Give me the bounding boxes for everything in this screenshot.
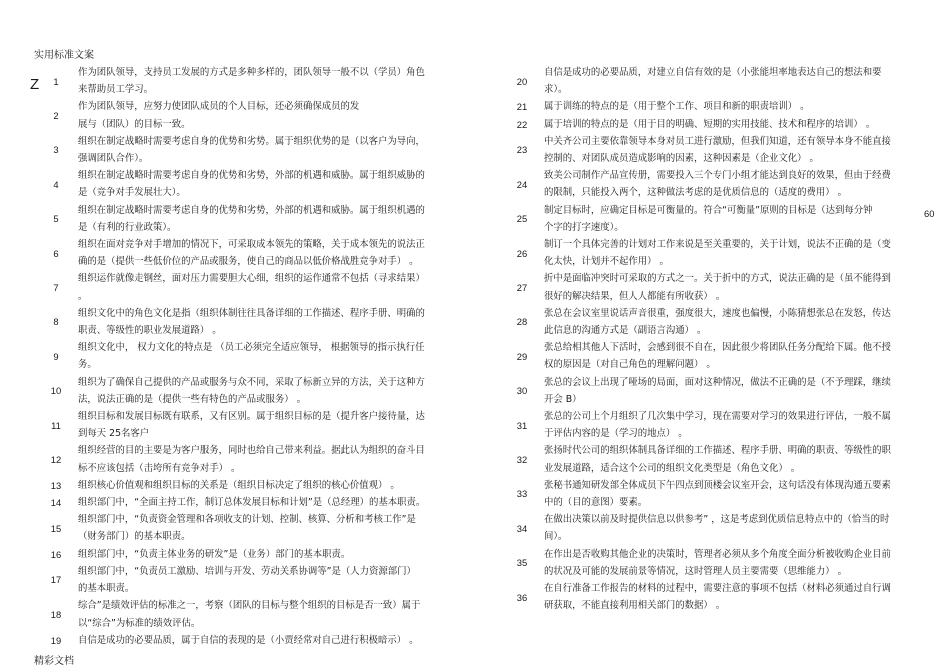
question-text: 在作出是否收购其他企业的决策时，管理者必须从多个角度全面分析被收购企业目前 的状况及可能的发展前景等情况，这时管理人员主要需要（思维能力） 。: [544, 548, 891, 577]
question-item: [34, 98, 434, 132]
question-number: 3: [53, 144, 59, 156]
question-item: [34, 202, 434, 236]
question-number: 25: [516, 213, 528, 225]
question-column-left: [34, 64, 434, 649]
question-item: [34, 167, 434, 201]
question-text: 组织部门中，“负责资金管理和各项收支的计划、控制、核算、分析和考核工作”是 （财务部门）的基本职责。: [78, 514, 416, 543]
question-item: [500, 305, 905, 339]
question-number: 8: [53, 316, 59, 328]
question-number: 21: [516, 101, 528, 113]
question-text: 组织经营的目的主要是为客户服务，同时也给自己带来利益。据此认为组织的奋斗目 标不应该包括（击垮所有竞争对手） 。: [78, 445, 425, 474]
question-text: 组织核心价值观和组织目标的关系是（组织目标决定了组织的核心价值观） 。: [78, 479, 400, 491]
question-item: [500, 339, 905, 373]
question-number: 4: [53, 178, 59, 190]
question-item: [34, 632, 434, 649]
question-number: 26: [516, 247, 528, 259]
question-item: [34, 546, 434, 563]
question-item: [34, 305, 434, 339]
question-text: 综合”是绩效评估的标准之一，考察（团队的目标与整个组织的目标是否一致）属于 以“综合”为标准的绩效评估。: [78, 600, 421, 629]
question-item: [500, 546, 905, 580]
question-text: 组织在制定战略时需要考虑自身的优势和劣势，外部的机遇和威胁。属于组织威胁的 是（竞争对手发展壮大）。: [78, 170, 425, 199]
question-item: [500, 270, 905, 304]
question-number: 18: [50, 608, 62, 620]
question-item: [500, 511, 905, 545]
margin-number: 60: [924, 208, 935, 219]
question-item: [500, 98, 905, 115]
question-number: 36: [516, 591, 528, 603]
question-item: [34, 442, 434, 476]
question-number: 29: [516, 350, 528, 362]
question-text: 制定目标时，应确定目标是可衡量的。符合“可衡量”原则的目标是（达到每分钟 个字的打字速度）。: [544, 204, 873, 233]
question-number: 1: [53, 75, 59, 87]
question-number: 23: [516, 144, 528, 156]
question-item: [500, 133, 905, 167]
question-item: [500, 202, 905, 236]
question-number: 12: [50, 454, 62, 466]
question-number: 2: [53, 110, 59, 121]
question-text: 组织在面对竞争对手增加的情况下，可采取成本领先的策略，关于成本领先的说法正 确的是（提供一些低价位的产品或服务，使自己的商品以低价格战胜竞争对手） 。: [78, 239, 425, 268]
question-number: 17: [50, 574, 62, 586]
question-number: 19: [50, 634, 62, 646]
question-text: 张秘书通知研发部全体成员下午四点到顶楼会议室开会，这句话没有体现沟通五要素 中的（目的意图）要素。: [544, 479, 891, 509]
question-text: 张总的公司上个月组织了几次集中学习，现在需要对学习的效果进行评估，一般不属 于评估内容的是（学习的地点） 。: [544, 411, 891, 440]
question-item: [500, 442, 905, 476]
question-number: 30: [516, 385, 528, 397]
question-number: 22: [516, 118, 528, 130]
question-item: [500, 116, 905, 133]
question-item: [34, 339, 434, 373]
question-text: 组织文化中， 权力文化的特点是 （员工必须完全适应领导， 根据领导的指示执行任务。: [78, 342, 425, 371]
question-text: 张总在会议室里说话声音很重，强度很大，速度也偏慢，小陈猜想张总在发怒，传达 此信息的沟通方式是（副语言沟通） 。: [544, 307, 891, 337]
question-text: 组织在制定战略时需要考虑自身的优势和劣势，外部的机遇和威胁。属于组织机遇的 是（有利的行业政策）。: [78, 204, 425, 233]
question-item: [34, 408, 434, 442]
question-number: 35: [516, 557, 528, 569]
question-text: 制订一个具体完善的计划对工作来说是至关重要的，关于计划，说法不正确的是（变 化太快，计划并不起作用） 。: [544, 239, 891, 268]
question-number: 28: [516, 316, 528, 328]
question-number: 33: [516, 488, 528, 500]
question-item: [34, 133, 434, 167]
question-text: 在自行准备工作报告的材料的过程中，需要注意的事项不包括（材料必须通过自行调 研获取，不能直接利用相关部门的数据） 。: [544, 583, 891, 612]
question-text: 组织部门中，“负责主体业务的研发”是（业务）部门的基本职责。: [78, 548, 351, 560]
margin-mark: Z: [30, 76, 40, 93]
question-text: 张总的会议上出现了哑场的局面，面对这种情况，做法不正确的是（不予理踩，继续 开会 B）: [544, 376, 891, 405]
question-number: 32: [516, 454, 528, 466]
question-item: [500, 374, 905, 408]
question-text: 中关齐公司主要依靠领导本身对员工进行激励，但我们知道，还有领导本身不能直接 控制的、对团队成员造成影响的因素，这种因素是（企业文化） 。: [544, 135, 891, 165]
question-item: [500, 64, 905, 98]
question-item: [34, 597, 434, 631]
question-text: 致美公司制作产品宣传册，需要投入三个专门小组才能达到良好的效果，但由于经费 的限制，只能投入两个，这种做法考虑的是优质信息的（适度的费用） 。: [544, 170, 891, 199]
question-number: 34: [516, 522, 528, 534]
question-text: 组织文化中的角色文化是指（组织体制往往具备详细的工作描述、程序手册、明确的 职责、等级性的职业发展道路） 。: [78, 307, 425, 337]
question-number: 5: [53, 213, 59, 225]
question-number: 14: [50, 497, 62, 509]
question-number: 15: [50, 522, 62, 534]
question-text: 作为团队领导，支持员工发展的方式是多种多样的，团队领导一般不以（学员）角色 来帮助员工学习。: [78, 67, 425, 96]
question-text: 折中是面临冲突时可采取的方式之一。关于折中的方式，说法正确的是（虽不能得到 很好的解决结果，但人人都能有所收获） 。: [544, 273, 891, 302]
question-text: 张扬时代公司的组织体制具备详细的工作描述、程序手册、明确的职责、等级性的职 业发展道路，适合这个公司的组织文化类型是（角色文化） 。: [544, 445, 891, 474]
question-text: 自信是成功的必要品质，对建立自信有效的是（小张能坦率地表达自己的想法和要 求）。: [544, 67, 882, 96]
question-item: [34, 563, 434, 597]
question-item: [34, 270, 434, 304]
question-text: 组织运作就像走钢丝，面对压力需要胆大心细，组织的运作通常不包括（寻求结果） 。: [78, 273, 425, 302]
question-item: [500, 580, 905, 614]
question-text: 在做出决策以前及时提供信息以供参考” ，这是考虑到优质信息特点中的（恰当的时 间）。: [544, 514, 890, 543]
question-item: [500, 477, 905, 511]
page-footer: 精彩文档: [34, 656, 74, 667]
question-item: [34, 477, 434, 494]
question-text: 自信是成功的必要品质，属于自信的表现的是（小贾经常对自己进行积极暗示） 。: [78, 634, 419, 646]
question-text: 张总给相其他人下活时，会感到很不自在，因此很少将团队任务分配给下属。他不授 权的原因是（对自己角色的理解问题） 。: [544, 342, 891, 371]
question-text: 组织部门中，“负责员工激励、培训与开发、劳动关系协调等”是（人力资源部门） 的基本职责。: [78, 565, 416, 595]
question-number: 24: [516, 178, 528, 190]
question-item: [500, 236, 905, 270]
question-text: 作为团队领导，应努力使团队成员的个人目标，还必须确保成员的发 展与（团队）的目标一致。: [78, 101, 360, 130]
question-item: [34, 236, 434, 270]
question-item: [500, 167, 905, 201]
question-text: 组织在制定战略时需要考虑自身的优势和劣势。属于组织优势的是（以客户为导向， 强调团队合作）。: [78, 135, 425, 165]
question-number: 13: [50, 479, 62, 491]
question-number: 16: [50, 548, 62, 560]
page-header: 实用标准文案: [34, 50, 94, 61]
question-text: 组织部门中，“全面主持工作，制订总体发展目标和计划”是（总经理）的基本职责。: [78, 497, 426, 509]
question-number: 27: [516, 282, 528, 294]
question-number: 10: [50, 385, 62, 397]
question-text: 属于培训的特点的是（用于目的明确、短期的实用技能、技术和程序的培训） 。: [544, 118, 876, 130]
question-item: [500, 408, 905, 442]
question-column-right: [500, 64, 905, 615]
question-number: 7: [53, 282, 59, 294]
question-item: [34, 64, 434, 98]
question-number: 9: [53, 350, 59, 362]
question-item: [34, 511, 434, 545]
question-number: 11: [51, 419, 61, 431]
question-text: 组织目标和发展目标既有联系，又有区别。属于组织目标的是（提升客户接待量，达 到每天 25名客户: [78, 411, 425, 440]
question-number: 31: [516, 419, 528, 431]
question-text: 属于训练的特点的是（用于整个工作、项目和新的职责培训） 。: [544, 101, 810, 113]
question-item: [34, 494, 434, 511]
question-number: 6: [53, 247, 59, 259]
question-item: [34, 374, 434, 408]
question-number: 20: [516, 75, 528, 87]
question-text: 组织为了确保自己提供的产品或服务与众不同，采取了标新立异的方法，关于这种方 法，说法正确的是（提供一些有特色的产品或服务） 。: [78, 376, 425, 405]
